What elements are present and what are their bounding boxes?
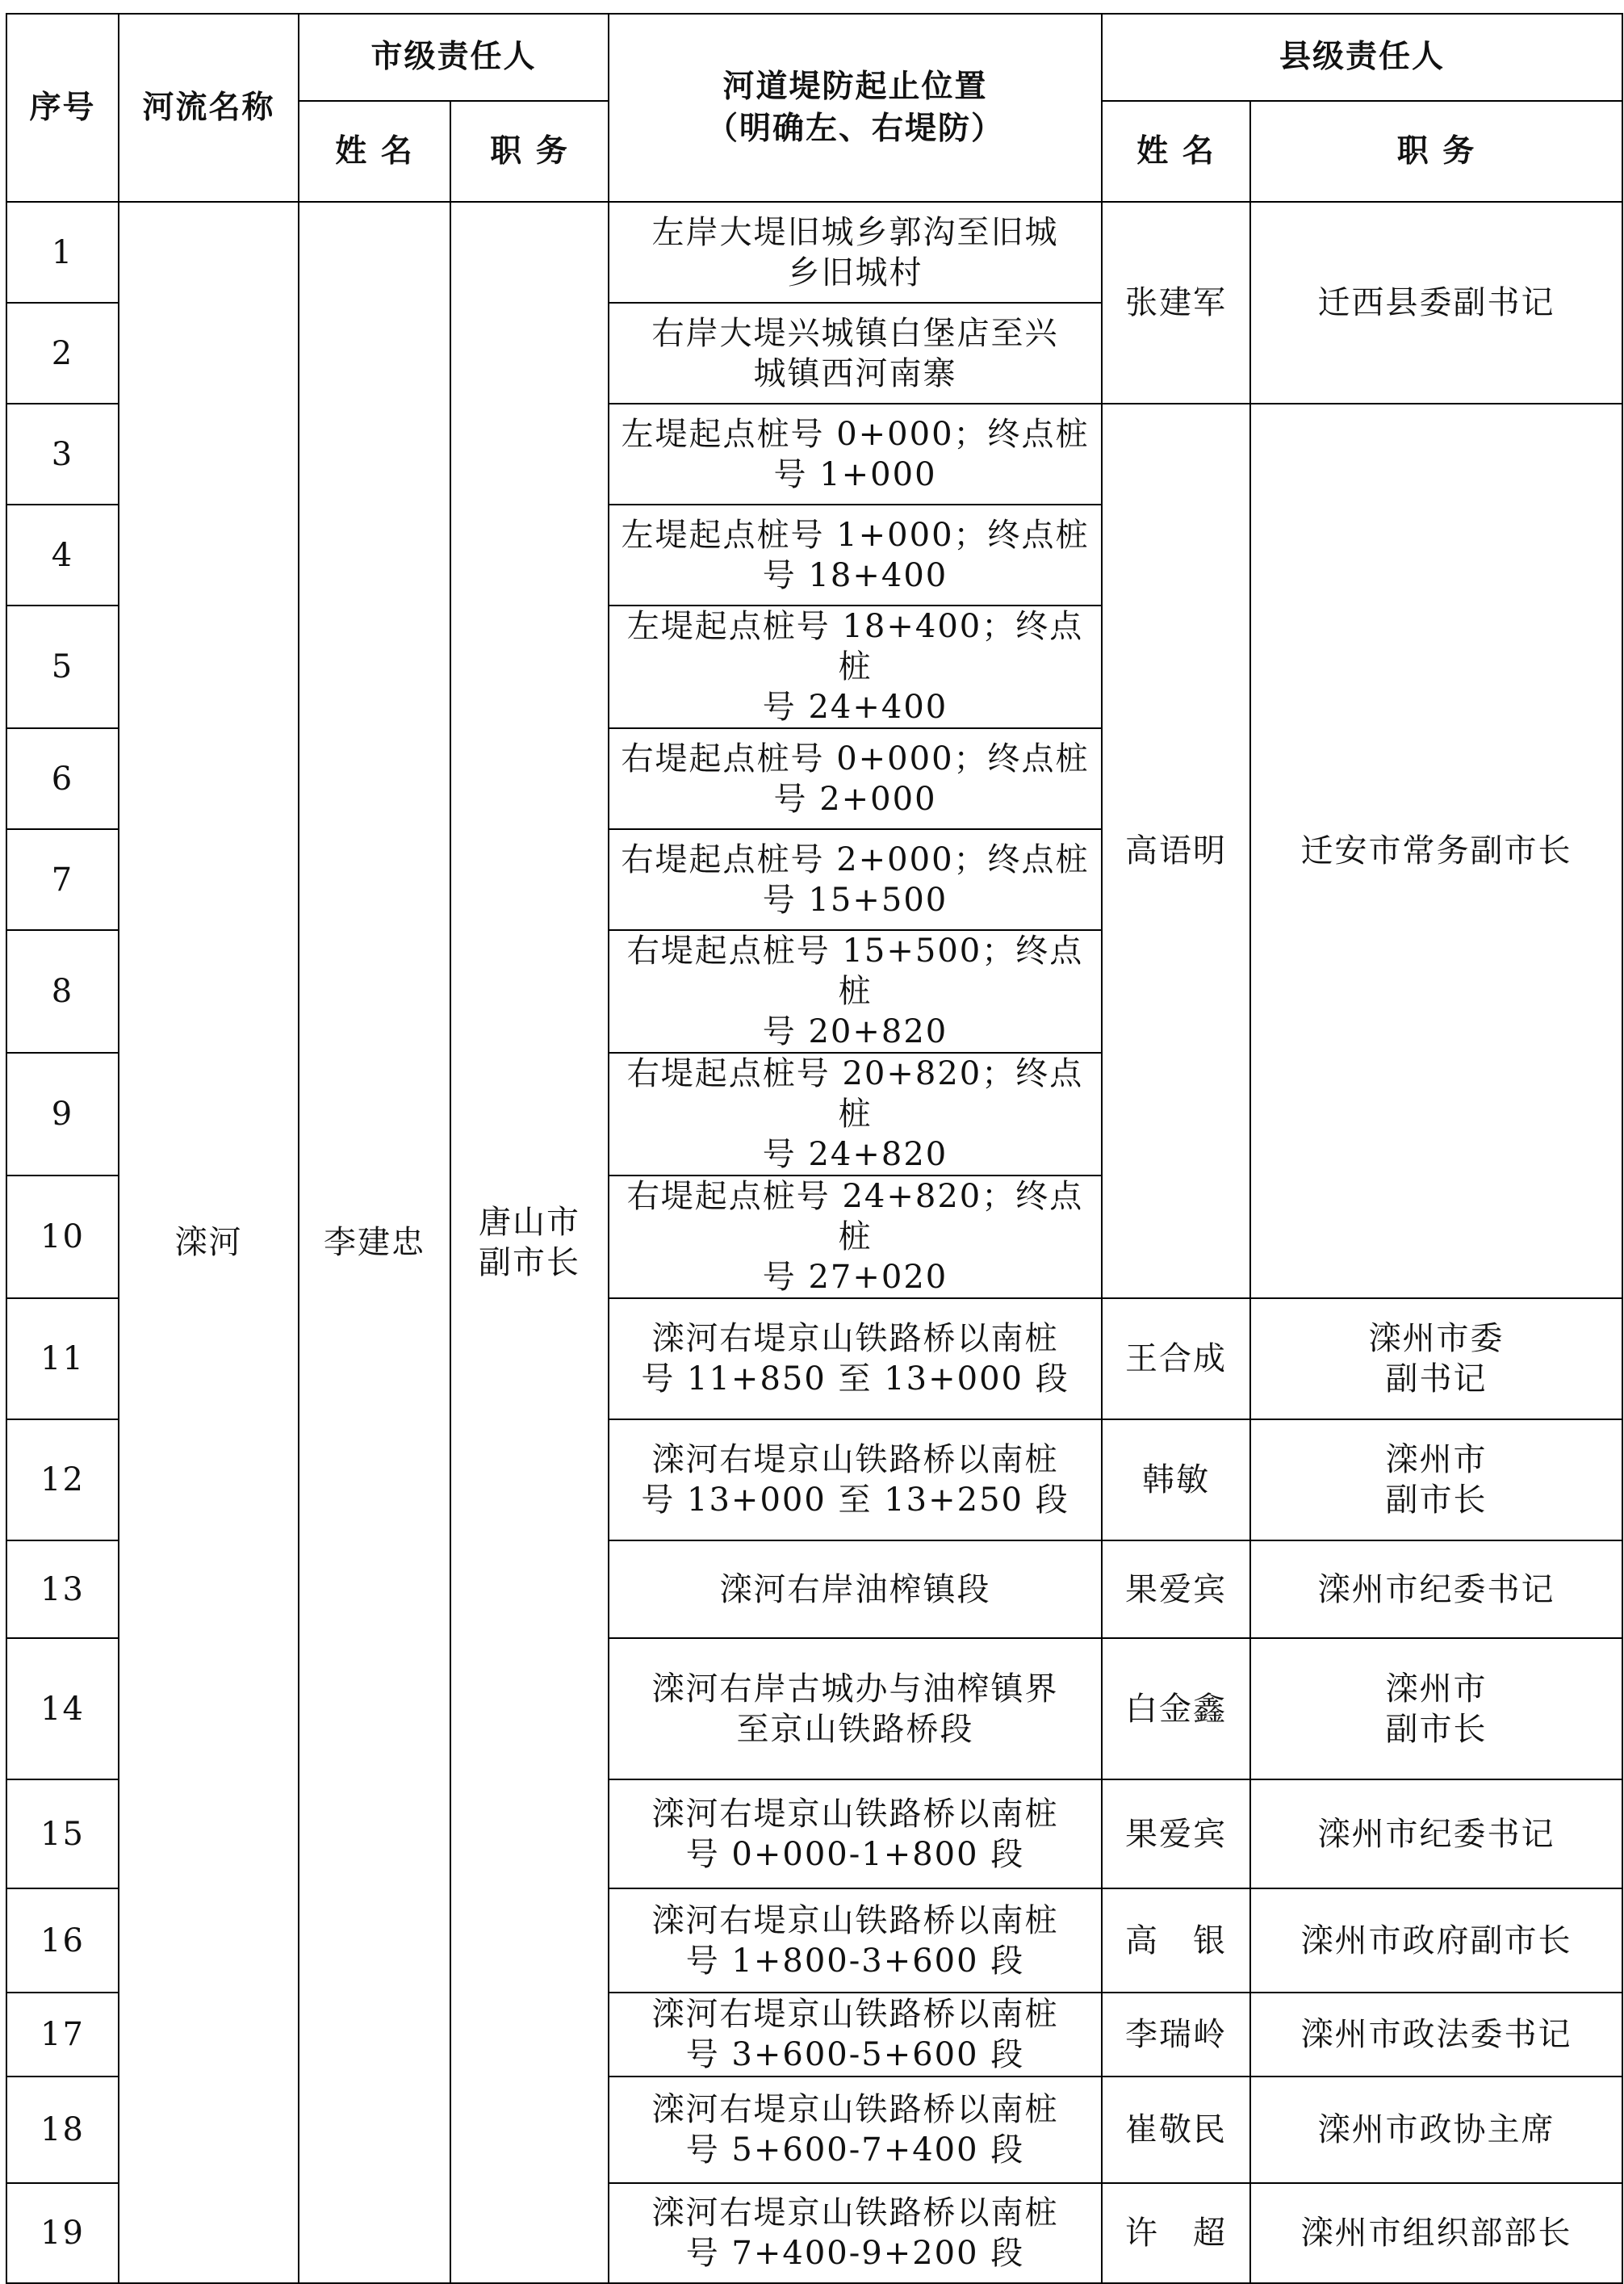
header-city-responsible: 市级责任人 xyxy=(299,14,609,101)
county-person-title: 滦州市政府副市长 xyxy=(1250,1888,1622,1993)
county-person-name: 张建军 xyxy=(1102,202,1250,404)
row-location: 右岸大堤兴城镇白堡店至兴 城镇西河南寨 xyxy=(609,303,1102,404)
row-location: 右堤起点桩号 15+500；终点桩 号 20+820 xyxy=(609,930,1102,1053)
header-county-name: 姓 名 xyxy=(1102,101,1250,202)
row-location: 滦河右堤京山铁路桥以南桩 号 1+800-3+600 段 xyxy=(609,1888,1102,1993)
row-seq: 7 xyxy=(6,829,119,930)
city-person-name: 李建忠 xyxy=(299,202,450,2283)
county-person-title: 滦州市组织部部长 xyxy=(1250,2183,1622,2283)
county-person-title: 滦州市 副市长 xyxy=(1250,1638,1622,1779)
row-location: 左岸大堤旧城乡郭沟至旧城 乡旧城村 xyxy=(609,202,1102,303)
header-row-1 xyxy=(6,14,1622,101)
row-location: 右堤起点桩号 0+000；终点桩 号 2+000 xyxy=(609,728,1102,829)
row-location: 右堤起点桩号 2+000；终点桩 号 15+500 xyxy=(609,829,1102,930)
row-seq: 15 xyxy=(6,1779,119,1888)
county-person-name: 王合成 xyxy=(1102,1298,1250,1419)
county-person-name: 高 银 xyxy=(1102,1888,1250,1993)
header-county-title: 职 务 xyxy=(1250,101,1622,202)
row-seq: 9 xyxy=(6,1053,119,1176)
county-person-name: 白金鑫 xyxy=(1102,1638,1250,1779)
county-person-title: 迁西县委副书记 xyxy=(1250,202,1622,404)
county-person-title: 滦州市 副市长 xyxy=(1250,1419,1622,1540)
county-person-title: 迁安市常务副市长 xyxy=(1250,404,1622,1298)
row-location: 滦河右堤京山铁路桥以南桩 号 11+850 至 13+000 段 xyxy=(609,1298,1102,1419)
row-location: 滦河右岸古城办与油榨镇界 至京山铁路桥段 xyxy=(609,1638,1102,1779)
county-person-title: 滦州市委 副书记 xyxy=(1250,1298,1622,1419)
city-person-title: 唐山市 副市长 xyxy=(450,202,609,2283)
row-location: 滦河右堤京山铁路桥以南桩 号 5+600-7+400 段 xyxy=(609,2077,1102,2183)
county-person-title: 滦州市政法委书记 xyxy=(1250,1993,1622,2077)
river-name-cell: 滦河 xyxy=(119,202,299,2283)
header-city-name: 姓 名 xyxy=(299,101,450,202)
row-seq: 1 xyxy=(6,202,119,303)
row-seq: 12 xyxy=(6,1419,119,1540)
county-person-name: 果爱宾 xyxy=(1102,1779,1250,1888)
county-person-title: 滦州市纪委书记 xyxy=(1250,1779,1622,1888)
county-person-name: 韩敏 xyxy=(1102,1419,1250,1540)
row-seq: 5 xyxy=(6,606,119,728)
header-location: 河道堤防起止位置 （明确左、右堤防） xyxy=(609,14,1102,202)
responsibility-table xyxy=(6,13,1623,2284)
row-seq: 13 xyxy=(6,1540,119,1638)
row-seq: 17 xyxy=(6,1993,119,2077)
county-person-title: 滦州市政协主席 xyxy=(1250,2077,1622,2183)
header-seq: 序号 xyxy=(6,14,119,202)
row-location: 左堤起点桩号 18+400；终点桩 号 24+400 xyxy=(609,606,1102,728)
row-seq: 14 xyxy=(6,1638,119,1779)
header-river-name: 河流名称 xyxy=(119,14,299,202)
row-seq: 6 xyxy=(6,728,119,829)
row-location: 滦河右堤京山铁路桥以南桩 号 13+000 至 13+250 段 xyxy=(609,1419,1102,1540)
row-seq: 18 xyxy=(6,2077,119,2183)
header-city-title: 职 务 xyxy=(450,101,609,202)
row-location: 左堤起点桩号 0+000；终点桩 号 1+000 xyxy=(609,404,1102,505)
county-person-name: 果爱宾 xyxy=(1102,1540,1250,1638)
row-seq: 8 xyxy=(6,930,119,1053)
county-person-name: 高语明 xyxy=(1102,404,1250,1298)
row-seq: 2 xyxy=(6,303,119,404)
row-seq: 4 xyxy=(6,505,119,606)
row-seq: 3 xyxy=(6,404,119,505)
header-county-responsible: 县级责任人 xyxy=(1102,14,1622,101)
row-location: 滦河右岸油榨镇段 xyxy=(609,1540,1102,1638)
row-seq: 19 xyxy=(6,2183,119,2283)
row-location: 右堤起点桩号 20+820；终点桩 号 24+820 xyxy=(609,1053,1102,1176)
row-seq: 10 xyxy=(6,1176,119,1298)
county-person-name: 崔敬民 xyxy=(1102,2077,1250,2183)
county-person-name: 许 超 xyxy=(1102,2183,1250,2283)
row-location: 左堤起点桩号 1+000；终点桩 号 18+400 xyxy=(609,505,1102,606)
row-location: 滦河右堤京山铁路桥以南桩 号 7+400-9+200 段 xyxy=(609,2183,1102,2283)
row-seq: 16 xyxy=(6,1888,119,1993)
row-seq: 11 xyxy=(6,1298,119,1419)
row-location: 滦河右堤京山铁路桥以南桩 号 3+600-5+600 段 xyxy=(609,1993,1102,2077)
row-location: 滦河右堤京山铁路桥以南桩 号 0+000-1+800 段 xyxy=(609,1779,1102,1888)
row-location: 右堤起点桩号 24+820；终点桩 号 27+020 xyxy=(609,1176,1102,1298)
county-person-name: 李瑞岭 xyxy=(1102,1993,1250,2077)
county-person-title: 滦州市纪委书记 xyxy=(1250,1540,1622,1638)
table-row xyxy=(6,202,1622,303)
